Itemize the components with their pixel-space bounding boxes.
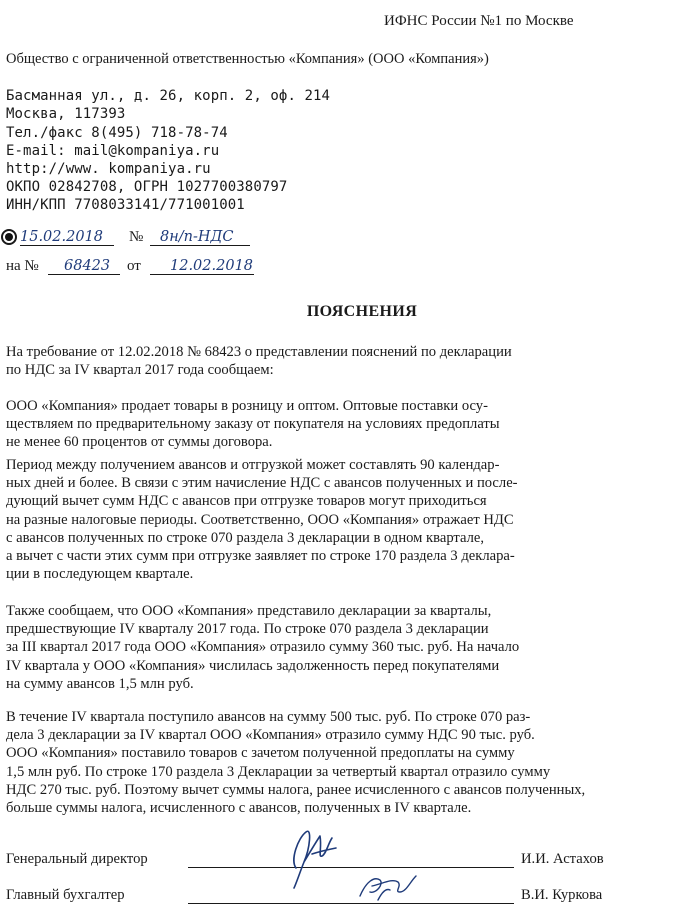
city-line: Москва, 117393 [6, 106, 126, 122]
text-line: IV квартала у ООО «Компания» числилась задолженность перед покупателями [6, 657, 500, 674]
organization-name: Общество с ограниченной ответственностью «Компания» (ООО «Компания») [6, 51, 489, 67]
text-line: предшествующие IV кварталу 2017 года. По строке 070 раздела 3 декларации [6, 621, 489, 638]
paragraph-fourth-quarter [6, 708, 618, 817]
text-line: ществляем по предварительному заказу от покупателя на условиях предоплаты [6, 416, 500, 433]
text-line: больше суммы налога, исчисленного с авансов, полученных в IV квартале. [6, 800, 472, 817]
phone-line: Тел./факс 8(495) 718-78-74 [6, 125, 228, 141]
outgoing-number-label: № [129, 229, 144, 245]
director-label: Генеральный директор [6, 851, 148, 867]
incoming-date-label: от [127, 258, 141, 274]
text-line: Период между получением авансов и отгрузкой может составлять 90 календар- [6, 457, 500, 473]
accountant-label: Главный бухгалтер [6, 887, 125, 903]
text-line: ООО «Компания» поставило товаров с зачетом полученной предоплаты на сумму [6, 745, 515, 762]
text-line: с авансов полученных по строке 070 раздела 3 декларации в одном квартале, [6, 529, 484, 546]
recipient-line: ИФНС России №1 по Москве [384, 13, 574, 29]
inn-kpp-line: ИНН/КПП 7708033141/771001001 [6, 197, 245, 213]
paragraph-intro [6, 343, 618, 379]
outgoing-number: 8н/п-НДС [150, 229, 250, 246]
website-line: http://www. kompaniya.ru [6, 161, 211, 177]
text-line: за III квартал 2017 года ООО «Компания» отразило сумму 360 тыс. руб. На начало [6, 639, 520, 656]
outgoing-date: 15.02.2018 [20, 229, 114, 246]
text-line: ных дней и более. В связи с этим начисление НДС с авансов полученных и после- [6, 475, 518, 492]
text-line: На требование от 12.02.2018 № 68423 о представлении пояснений по декларации [6, 344, 512, 360]
email-line: E-mail: mail@kompaniya.ru [6, 143, 220, 159]
text-line: дела 3 декларации за IV квартал ООО «Компания» отразило сумму НДС 90 тыс. руб. [6, 727, 535, 744]
accountant-signature-line [188, 903, 514, 904]
director-name: И.И. Астахов [521, 851, 604, 867]
accountant-name: В.И. Куркова [521, 887, 603, 903]
director-signature-icon [282, 818, 342, 890]
text-line: на сумму авансов 1,5 млн руб. [6, 675, 194, 692]
text-line: на разные налоговые периоды. Соответственно, ООО «Компания» отражает НДС [6, 511, 514, 528]
incoming-number-label: на № [6, 258, 39, 274]
text-line: Также сообщаем, что ООО «Компания» представило декларации за кварталы, [6, 603, 492, 619]
director-signature-line [188, 867, 514, 868]
text-line: ции в последующем квартале. [6, 566, 194, 583]
incoming-date: 12.02.2018 [150, 258, 254, 275]
paragraph-period [6, 456, 618, 583]
paragraph-business [6, 397, 618, 452]
text-line: ООО «Компания» продает товары в розницу и оптом. Оптовые поставки осу- [6, 398, 488, 414]
text-line: а вычет с части этих сумм при отгрузке заявляет по строке 170 раздела 3 деклара- [6, 548, 515, 565]
radio-bullet-icon [1, 229, 17, 245]
text-line: 1,5 млн руб. По строке 170 раздела 3 Декларации за четвертый квартал отразило сумму [6, 763, 551, 780]
document-title: ПОЯСНЕНИЯ [306, 303, 418, 320]
okpo-ogrn-line: ОКПО 02842708, ОГРН 1027700380797 [6, 179, 288, 195]
incoming-number: 68423 [48, 258, 120, 275]
text-line: В течение IV квартала поступило авансов на сумму 500 тыс. руб. По строке 070 раз- [6, 709, 531, 725]
text-line: дующий вычет сумм НДС с авансов при отгрузке товаров могут приходиться [6, 493, 487, 510]
paragraph-previous-quarters [6, 602, 618, 693]
text-line: НДС 270 тыс. руб. Поэтому вычет суммы налога, ранее исчисленного с авансов полученных, [6, 781, 586, 798]
accountant-signature-icon [352, 862, 422, 906]
address-line: Басманная ул., д. 26, корп. 2, оф. 214 [6, 88, 331, 104]
text-line: не менее 60 процентов от суммы договора. [6, 434, 273, 451]
text-line: по НДС за IV квартал 2017 года сообщаем: [6, 362, 274, 379]
